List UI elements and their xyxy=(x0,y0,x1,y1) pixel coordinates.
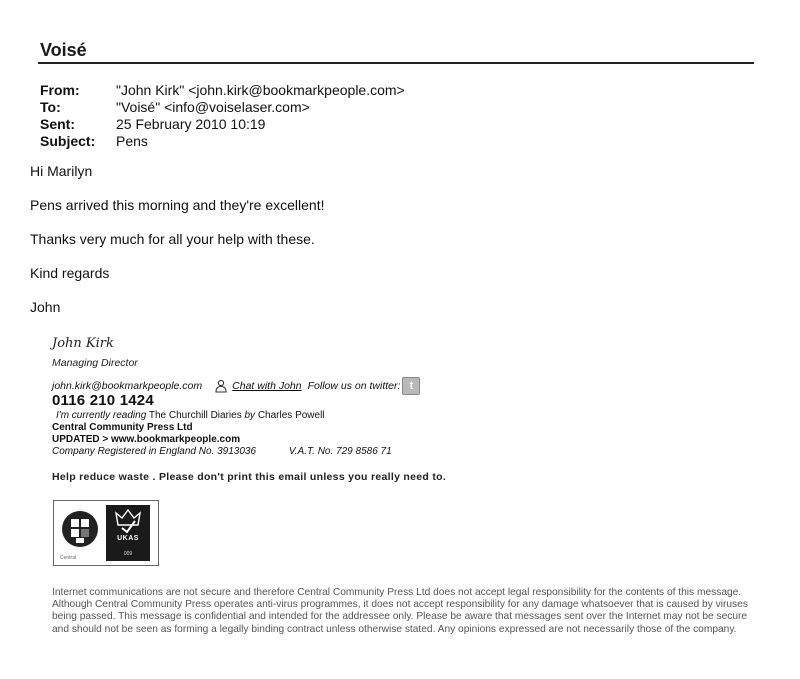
ukas-label: UKAS xyxy=(117,535,139,542)
header-to-value: "Voisé" <info@voiselaser.com> xyxy=(116,99,310,115)
body-line-2: Thanks very much for all your help with these. xyxy=(30,231,315,247)
person-icon xyxy=(214,379,228,393)
ukas-crown-icon xyxy=(106,505,150,561)
header-to xyxy=(40,99,405,116)
signature-phone: 0116 210 1424 xyxy=(52,392,154,409)
vat-number: V.A.T. No. 729 8586 71 xyxy=(288,446,392,457)
signature-email[interactable]: john.kirk@bookmarkpeople.com xyxy=(52,380,203,392)
reading-prefix: I'm currently reading xyxy=(56,410,147,421)
central-logo-caption: Central xyxy=(60,555,77,561)
signature-role: Managing Director xyxy=(52,357,138,369)
header-rule xyxy=(38,62,754,64)
signature-role-block xyxy=(52,357,138,369)
header-to-label: To: xyxy=(40,99,61,115)
legal-disclaimer: Internet communications are not secure and therefore Central Community Press Ltd does not accept legal responsibility for the contents of this message. Although Central Community Press operates anti-virus programmes, it does not accept responsibility for any damage whatsoever that is caused by viruses being passed. This message is confidential and intended for the addressee only. Please be aware that messages sent over the Internet may not be secure and should not be seen as forming a legally binding contract unless otherwise stated. Any opinions expressed are not necessarily those of the company. xyxy=(52,587,748,635)
sender-title: Voisé xyxy=(40,40,87,60)
header-subject-value: Pens xyxy=(116,133,148,149)
body-name: John xyxy=(30,299,61,315)
header-subject-label: Subject: xyxy=(40,133,96,149)
certification-logos xyxy=(53,500,159,566)
reading-title: The Churchill Diaries xyxy=(148,410,242,421)
company-name: Central Community Press Ltd xyxy=(52,422,193,433)
reading-author: Charles Powell xyxy=(257,410,325,421)
central-logo-icon xyxy=(60,507,100,557)
header-sent-value: 25 February 2010 10:19 xyxy=(116,116,266,132)
chat-with-john-link[interactable]: Chat with John xyxy=(232,380,302,392)
website-link[interactable]: UPDATED > www.bookmarkpeople.com xyxy=(52,434,241,445)
reading-by: by xyxy=(244,410,256,421)
header-sent xyxy=(40,116,405,133)
header-from-label: From: xyxy=(40,82,80,98)
body-closing: Kind regards xyxy=(30,265,110,281)
twitter-icon[interactable]: t xyxy=(402,377,420,395)
company-registration: Company Registered in England No. 3913036 xyxy=(52,446,257,457)
header-subject xyxy=(40,133,405,150)
currently-reading xyxy=(56,410,325,421)
handwritten-signature: John Kirk xyxy=(52,336,114,351)
header-sent-label: Sent: xyxy=(40,116,75,132)
body-line-1: Pens arrived this morning and they're excellent! xyxy=(30,197,325,213)
waste-notice: Help reduce waste . Please don't print this email unless you really need to. xyxy=(52,471,447,483)
body-greeting: Hi Marilyn xyxy=(30,163,93,179)
ukas-number: 009 xyxy=(123,551,133,557)
twitter-label: Follow us on twitter: xyxy=(307,380,401,392)
header-from-value: "John Kirk" <john.kirk@bookmarkpeople.com> xyxy=(116,82,405,98)
email-headers xyxy=(40,82,405,150)
header-from xyxy=(40,82,405,99)
registration-line xyxy=(52,446,392,457)
